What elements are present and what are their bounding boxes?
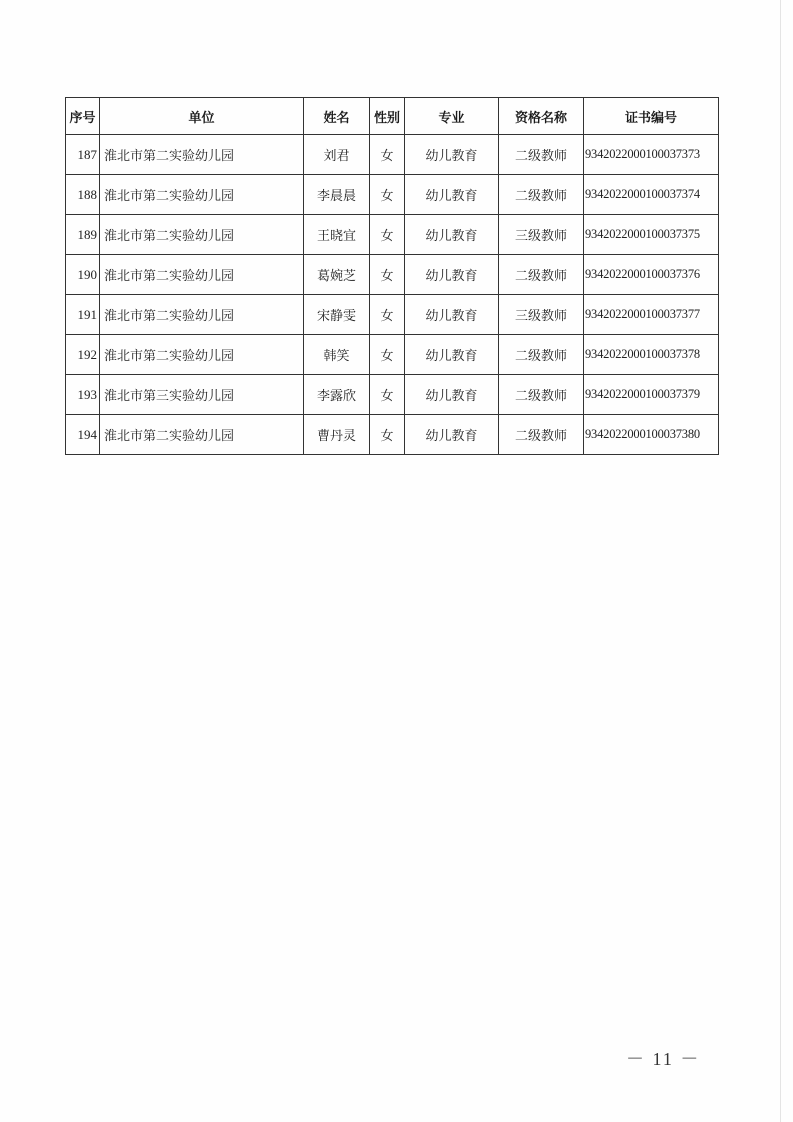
header-seq: 序号: [66, 98, 100, 135]
table-row: [66, 335, 719, 375]
cell-seq: 193: [66, 375, 100, 415]
cell-gender: 女: [370, 375, 405, 415]
cell-name: 李晨晨: [304, 175, 370, 215]
cell-seq: 188: [66, 175, 100, 215]
cell-cert-no: 9342022000100037374: [584, 175, 719, 215]
cell-major: 幼儿教育: [405, 215, 499, 255]
cell-name: 韩笑: [304, 335, 370, 375]
header-name: 姓名: [304, 98, 370, 135]
cell-qualification: 二级教师: [499, 375, 584, 415]
cell-seq: 187: [66, 135, 100, 175]
cell-seq: 190: [66, 255, 100, 295]
cell-name: 曹丹灵: [304, 415, 370, 455]
cell-name: 王晓宜: [304, 215, 370, 255]
cell-major: 幼儿教育: [405, 415, 499, 455]
cell-cert-no: 9342022000100037380: [584, 415, 719, 455]
cell-unit: 淮北市第二实验幼儿园: [100, 415, 304, 455]
cell-seq: 194: [66, 415, 100, 455]
cell-name: 葛婉芝: [304, 255, 370, 295]
cell-unit: 淮北市第二实验幼儿园: [100, 255, 304, 295]
table-row: [66, 295, 719, 335]
header-gender: 性别: [370, 98, 405, 135]
table-header-row: [66, 98, 719, 135]
table-row: [66, 135, 719, 175]
cell-major: 幼儿教育: [405, 255, 499, 295]
cell-major: 幼儿教育: [405, 135, 499, 175]
cell-gender: 女: [370, 175, 405, 215]
cell-qualification: 二级教师: [499, 415, 584, 455]
cell-cert-no: 9342022000100037379: [584, 375, 719, 415]
cell-unit: 淮北市第二实验幼儿园: [100, 335, 304, 375]
cell-major: 幼儿教育: [405, 375, 499, 415]
header-unit: 单位: [100, 98, 304, 135]
cell-name: 李露欣: [304, 375, 370, 415]
cell-major: 幼儿教育: [405, 335, 499, 375]
cell-gender: 女: [370, 415, 405, 455]
cell-unit: 淮北市第二实验幼儿园: [100, 175, 304, 215]
cell-cert-no: 9342022000100037373: [584, 135, 719, 175]
cell-name: 宋静雯: [304, 295, 370, 335]
scan-edge-line: [780, 0, 781, 1122]
header-major: 专业: [405, 98, 499, 135]
cell-unit: 淮北市第二实验幼儿园: [100, 215, 304, 255]
cell-qualification: 三级教师: [499, 295, 584, 335]
table-row: [66, 215, 719, 255]
cell-seq: 191: [66, 295, 100, 335]
cell-qualification: 二级教师: [499, 175, 584, 215]
header-qualification: 资格名称: [499, 98, 584, 135]
cell-qualification: 二级教师: [499, 135, 584, 175]
cell-unit: 淮北市第二实验幼儿园: [100, 295, 304, 335]
cell-qualification: 三级教师: [499, 215, 584, 255]
cell-gender: 女: [370, 295, 405, 335]
table-row: [66, 415, 719, 455]
cell-cert-no: 9342022000100037378: [584, 335, 719, 375]
cell-seq: 189: [66, 215, 100, 255]
cell-qualification: 二级教师: [499, 335, 584, 375]
cell-major: 幼儿教育: [405, 295, 499, 335]
cell-seq: 192: [66, 335, 100, 375]
cell-gender: 女: [370, 135, 405, 175]
cell-gender: 女: [370, 335, 405, 375]
table-row: [66, 175, 719, 215]
table-row: [66, 375, 719, 415]
header-cert-no: 证书编号: [584, 98, 719, 135]
teacher-certificate-table: [65, 97, 719, 455]
cell-major: 幼儿教育: [405, 175, 499, 215]
cell-cert-no: 9342022000100037375: [584, 215, 719, 255]
cell-qualification: 二级教师: [499, 255, 584, 295]
table-row: [66, 255, 719, 295]
page-number: － 11 －: [626, 1049, 701, 1069]
cell-cert-no: 9342022000100037377: [584, 295, 719, 335]
cell-name: 刘君: [304, 135, 370, 175]
cell-unit: 淮北市第三实验幼儿园: [100, 375, 304, 415]
cell-gender: 女: [370, 215, 405, 255]
cell-cert-no: 9342022000100037376: [584, 255, 719, 295]
cell-unit: 淮北市第二实验幼儿园: [100, 135, 304, 175]
cell-gender: 女: [370, 255, 405, 295]
